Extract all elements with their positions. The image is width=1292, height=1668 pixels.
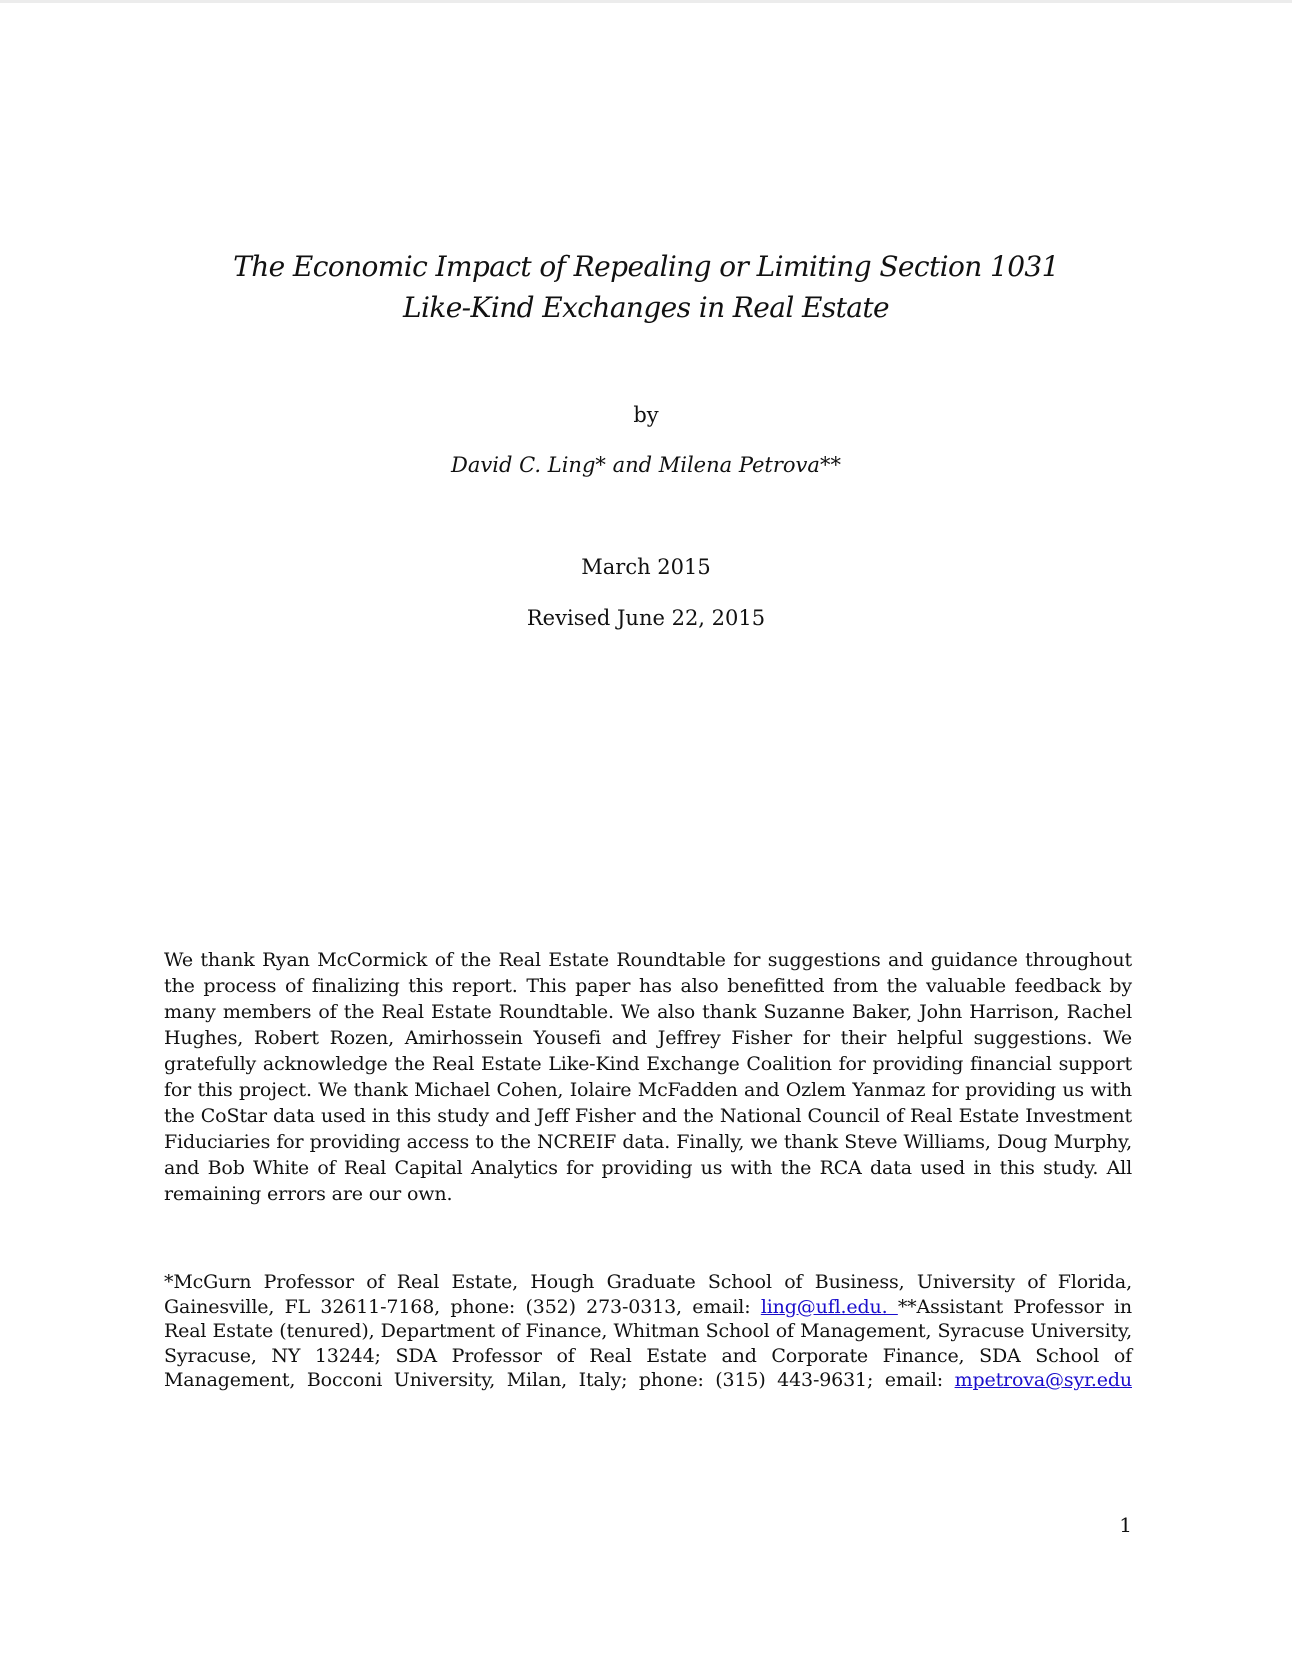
email-link-petrova[interactable]: mpetrova@syr.edu (954, 1369, 1132, 1391)
email-link-ling[interactable]: ling@ufl.edu. (760, 1295, 898, 1318)
affiliation-ling: *McGurn Professor of Real Estate, Hough Graduate School of Business, University of Florida, Gainesville, FL 32611-7168, phone: (352) 273-0313, email: (164, 1271, 1132, 1318)
page-number: 1 (1119, 1513, 1132, 1537)
revision-date: Revised June 22, 2015 (526, 606, 766, 630)
byline: by (633, 403, 659, 427)
affiliation-petrova: **Assistant Professor in Real Estate (tenured), Department of Finance, Whitman School of Management, Syracuse University, Syracuse, NY 13244; SDA Professor of Real Estate and Corporate Finance, SDA School of Management, Bocconi University, Milan, Italy; phone: (315) 443-9631; email: (164, 1295, 1132, 1391)
publication-date: March 2015 (581, 555, 711, 579)
author-affiliations (164, 1270, 1132, 1393)
page-top-edge (0, 0, 1292, 3)
paper-title-line-1: The Economic Impact of Repealing or Limiting Section 1031 (233, 250, 1059, 283)
authors: David C. Ling* and Milena Petrova** (451, 453, 841, 477)
paper-title (0, 246, 1292, 328)
paper-title-line-2: Like-Kind Exchanges in Real Estate (403, 291, 889, 324)
acknowledgment-paragraph: We thank Ryan McCormick of the Real Estate Roundtable for suggestions and guidance throughout the process of finalizing this report. This paper has also benefitted from the valuable feedback by many members of the Real Estate Roundtable. We also thank Suzanne Baker, John Harrison, Rachel Hughes, Robert Rozen, Amirhossein Yousefi and Jeffrey Fisher for their helpful suggestions. We gratefully acknowledge the Real Estate Like-Kind Exchange Coalition for providing financial support for this project. We thank Michael Cohen, Iolaire McFadden and Ozlem Yanmaz for providing us with the CoStar data used in this study and Jeff Fisher and the National Council of Real Estate Investment Fiduciaries for providing access to the NCREIF data. Finally, we thank Steve Williams, Doug Murphy, and Bob White of Real Capital Analytics for providing us with the RCA data used in this study. All remaining errors are our own. (164, 949, 1132, 1205)
